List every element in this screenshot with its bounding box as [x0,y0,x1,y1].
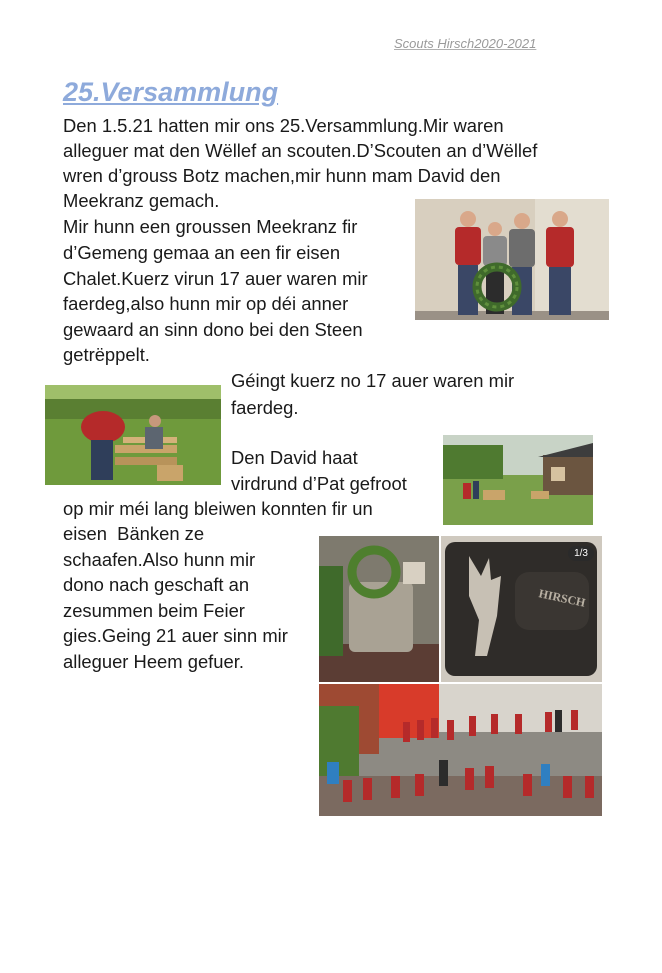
text-line: faerdeg,also hunn mir op déi anner [63,293,349,314]
text-line: schaafen.Also hunn mir [63,549,256,570]
page-header: Scouts Hirsch2020-2021 [394,36,537,51]
collage-counter-badge: 1/3 [568,546,594,561]
text-line: Chalet.Kuerz virun 17 auer waren mir [63,268,368,289]
text-line: zesummen beim Feier [63,600,245,621]
text-line: Den 1.5.21 hatten mir ons 25.Versammlung.Mir waren [63,115,504,136]
page-title: 25.Versammlung [63,77,279,107]
text-line: alleguer Heem gefuer. [63,651,244,672]
text-line: gewaard an sinn dono bei den Steen [63,319,363,340]
text-line: op mir méi lang bleiwen konnten fir un [63,498,373,519]
text-line: virdrund d’Pat gefroot [231,473,407,494]
text-line: Géingt kuerz no 17 auer waren mir [231,370,515,391]
text-line: Den David haat [231,447,358,468]
collage-sign-text: HIRSCH [537,586,587,610]
text-line: getrëppelt. [63,344,150,365]
photo-bench-building [45,385,221,485]
photo-collage [319,536,602,816]
text-line: alleguer mat den Wëllef an scouten.D’Scouten an d’Wëllef [63,140,538,161]
text-line: eisen Bänken ze [63,523,205,544]
text-line: Mir hunn een groussen Meekranz fir [63,216,358,237]
text-line: faerdeg. [231,397,299,418]
text-line: d’Gemeng gemaa an een fir eisen [63,242,341,263]
text-line: dono nach geschaft an [63,574,250,595]
photo-scouts-wreath [415,199,609,320]
text-line: Meekranz gemach. [63,190,220,211]
photo-outdoor-hut [443,435,593,525]
text-line: gies.Geing 21 auer sinn mir [63,625,288,646]
text-line: wren d’grouss Botz machen,mir hunn mam David den [63,165,501,186]
